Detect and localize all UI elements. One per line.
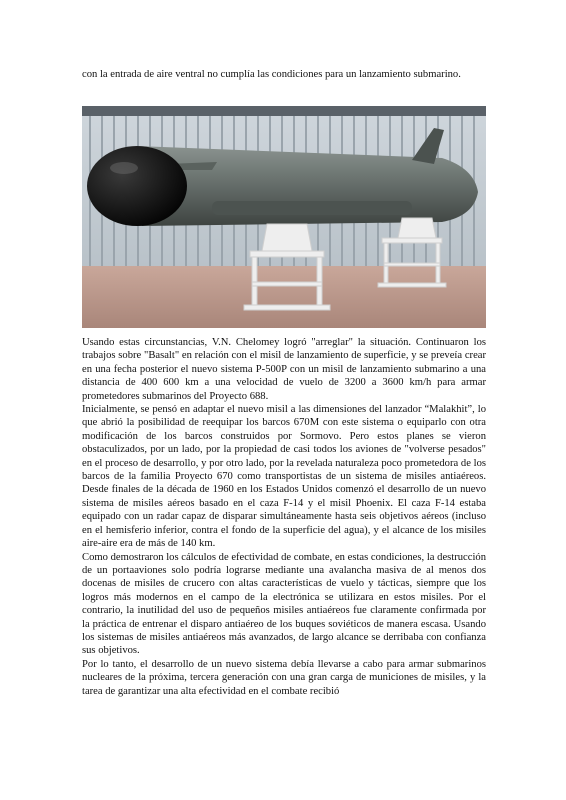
paragraph: Como demostraron los cálculos de efectividad de combate, en estas condiciones, la destrucción de un portaaviones solo podría lograrse mediante una avalancha masiva de al menos dos docenas de misiles de crucero con altas características de vuelo y tácticas, siempre que los logros más modernos en el campo de la electrónica se utilizara en estos misiles. Por el contrario, la inutilidad del uso de pequeños misiles antiaéreos fue claramente confirmada por la práctica de entrenar el disparo antiaéreo de los buques soviéticos de manera escasa. Usando los sistemas de misiles antiaéreos más avanzados, de largo alcance se derribaba con confianza sus objetivos. bbox=[82, 551, 486, 657]
paragraph: Inicialmente, se pensó en adaptar el nuevo misil a las dimensiones del lanzador “Malakhit”, lo que abrió la posibilidad de reequipar los barcos 670M con este sistema o equiparlo con otra modificación de los barcos construidos por Sormovo. Pero estos planes se vieron obstaculizados, por un lado, por la propiedad de casi todos los aviones de "volverse pesados" en el proceso de desarrollo, y por otro lado, por la revelada naturaleza poco prometedora de los barcos de la familia Proyecto 670 como transportistas de un sistema de misiles antiaéreos. Desde finales de la década de 1960 en los Estados Unidos comenzó el desarrollo de un nuevo sistema de misiles aéreos basado en el caza F-14 y el misil Phoenix. El caza F-14 estaba equipado con un radar capaz de disparar simultáneamente hasta seis objetivos aéreos (incluso en el hemisferio inferior, contra el fondo de la superficie del agua), y el alcance de los misiles aire-aire era de más de 140 km. bbox=[82, 404, 486, 550]
missile-photo bbox=[82, 106, 486, 328]
paragraph: Usando estas circunstancias, V.N. Chelomey logró "arreglar" la situación. Continuaron los trabajos sobre "Basalt" en relación con el misil de lanzamiento de superficie, y se preveía crear en una fecha posterior el nuevo sistema P-500P con un misil de lanzamiento submarino a una distancia de 400 600 km a una velocidad de vuelo de 3200 a 3600 km/h para armar prometedores submarinos del Proyecto 688. bbox=[82, 337, 486, 402]
paragraph: Por lo tanto, el desarrollo de un nuevo sistema debía llevarse a cabo para armar submarinos nucleares de la próxima, tercera generación con una gran carga de municiones de misiles, y la tarea de garantizar una alta efectividad en el combate recibió bbox=[82, 658, 486, 697]
intro-paragraph: con la entrada de aire ventral no cumplía las condiciones para un lanzamiento submarino. bbox=[82, 69, 461, 80]
body-text bbox=[82, 336, 486, 698]
